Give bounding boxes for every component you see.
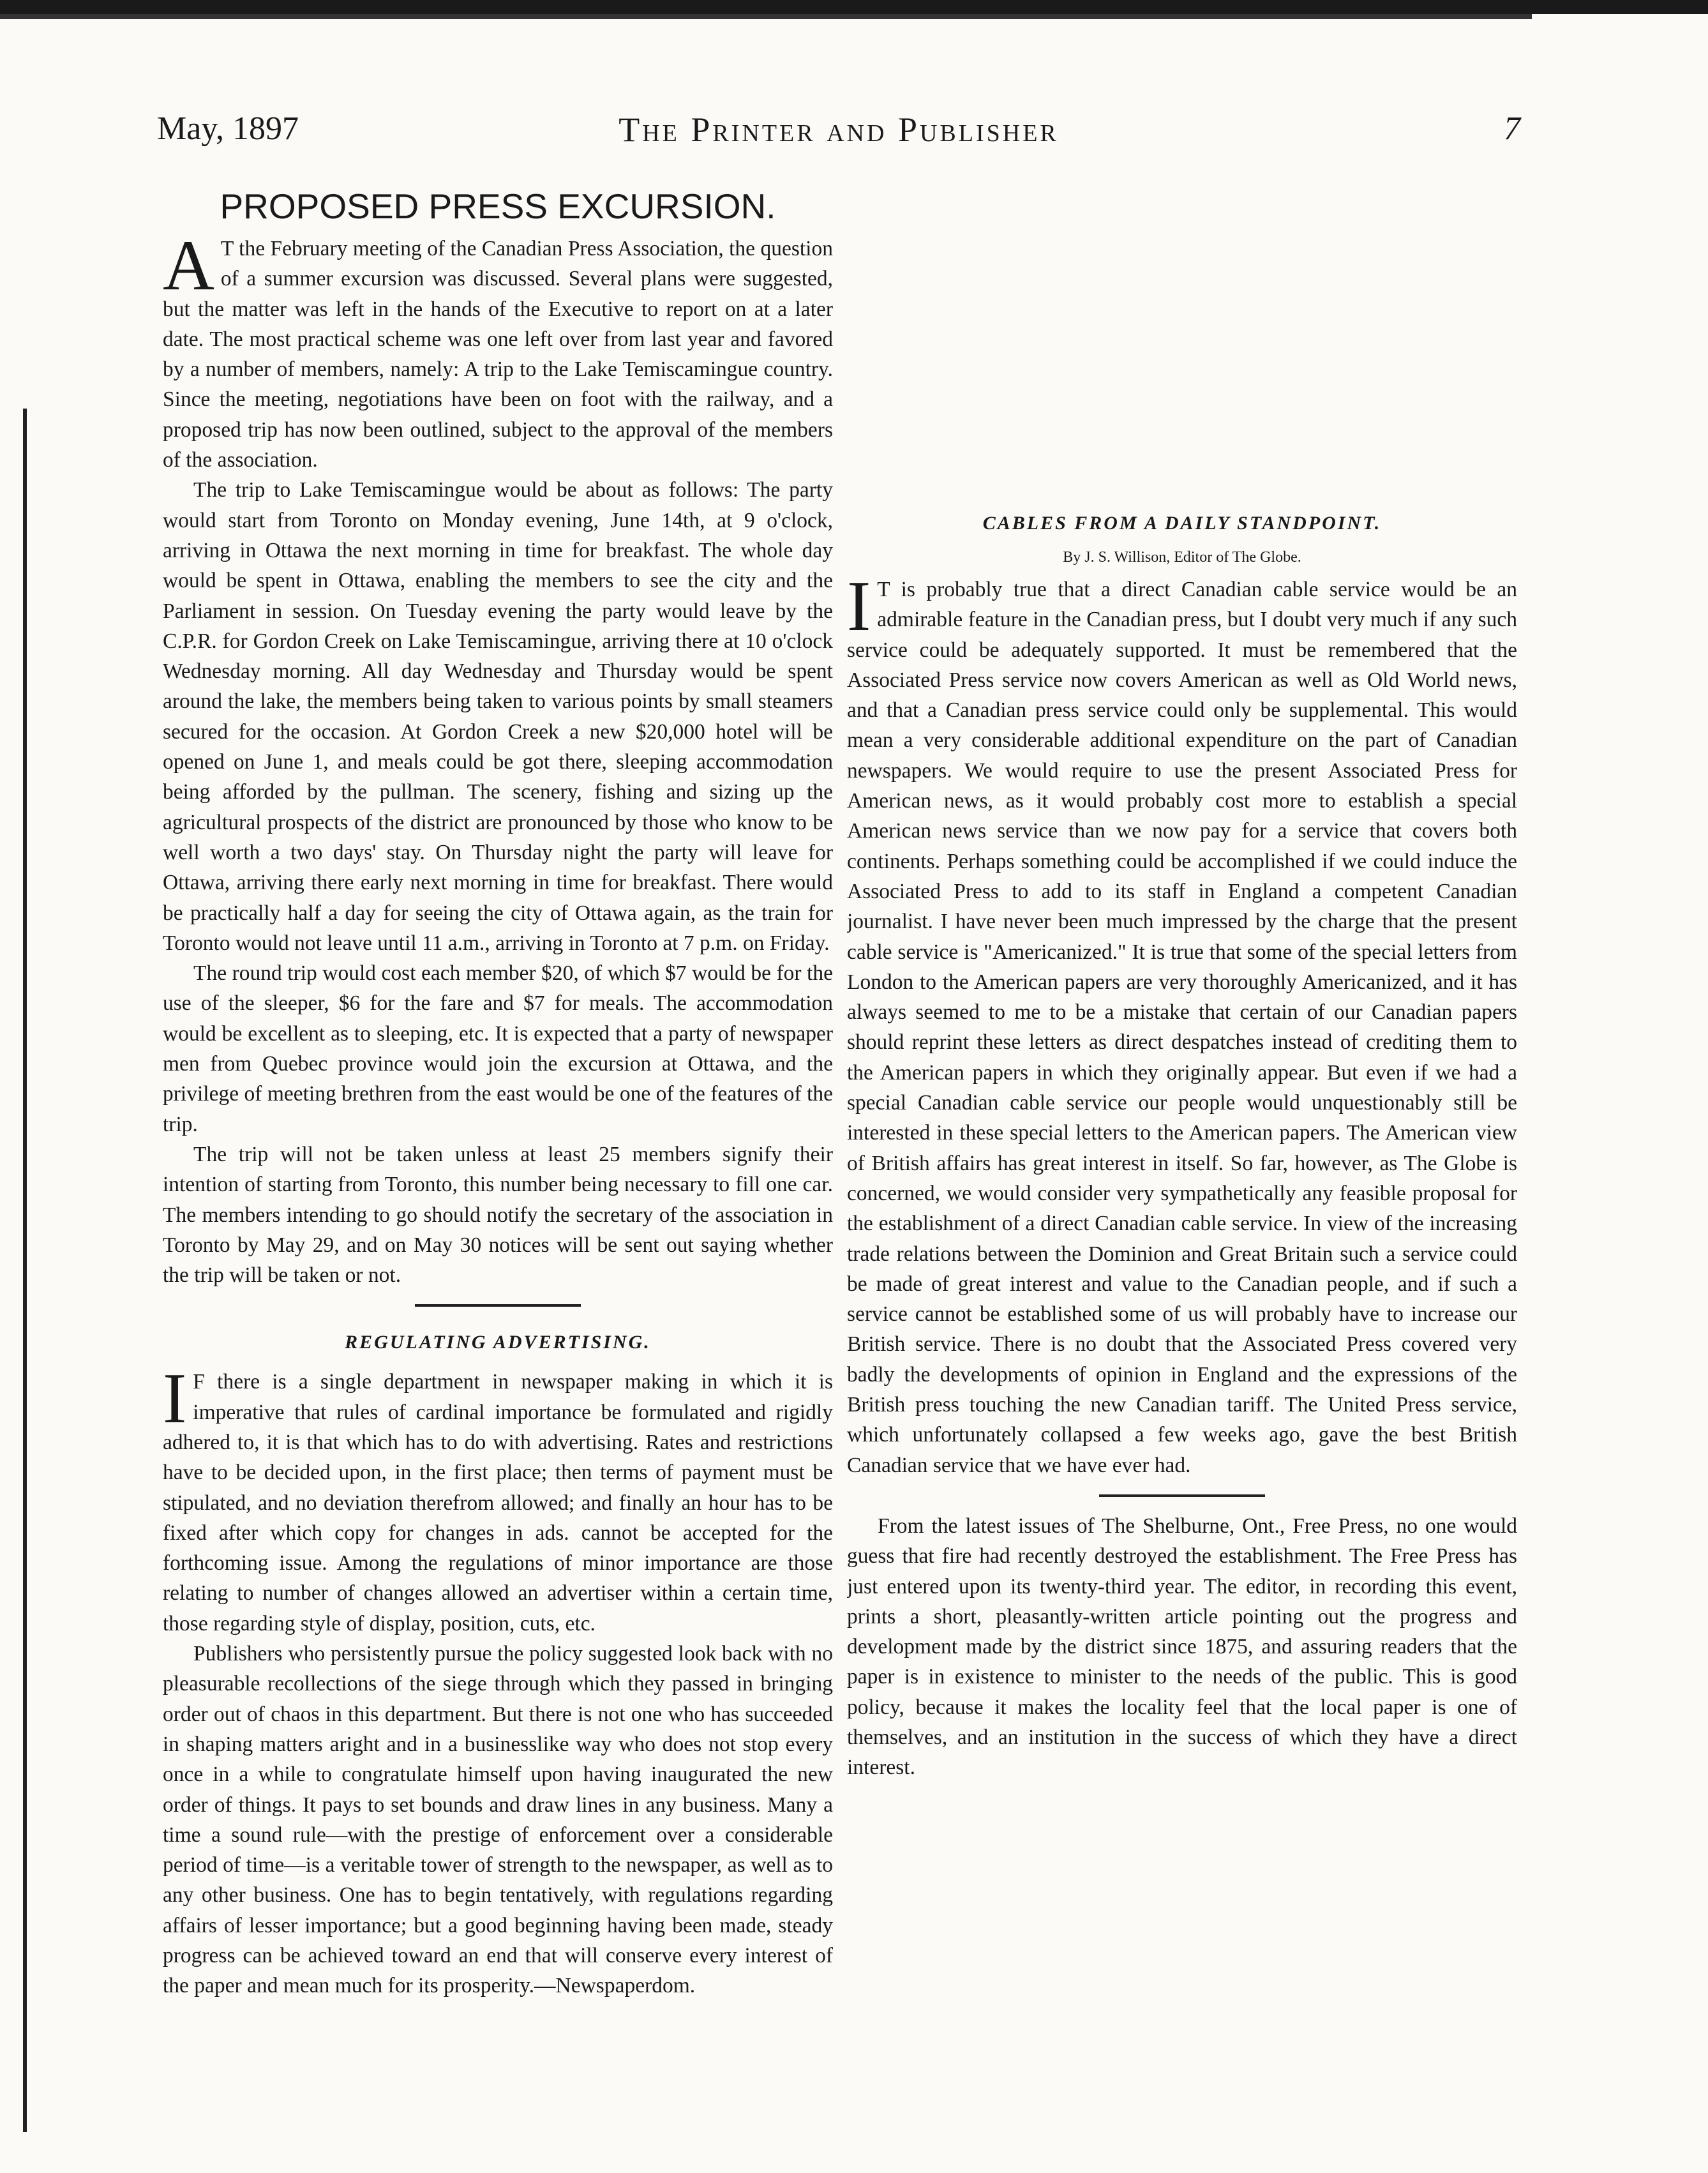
drop-cap: I xyxy=(847,567,871,646)
left-margin-rule xyxy=(23,409,27,2132)
article-paragraph: From the latest issues of The Shelburne, Ont., Free Press, no one would guess that fire had recently destroyed the establishment. The Free Press has just entered upon its twenty-third year. The editor, in recording this event, prints a short, pleasantly-written article pointing out the progress and development made by the district since 1875, and assuring readers that the paper is in existence to minister to the needs of the public. This is good policy, because it makes the locality feel that the local paper is one of themselves, and an institution in the success of which they have a direct interest. xyxy=(847,1514,1517,1780)
article-paragraph: A T the February meeting of the Canadian Press Association, the question of a summer excursion was discussed. Several plans were suggested, but the matter was left in the hands of the Executive to report on at a later date. The most practical scheme was one left over from last year and favored by a number of members, namely: A trip to the Lake Temiscamingue country. Since the meeting, negotiations have been on foot with the railway, and a proposed trip has now been outlined, subject to the approval of the members of the association. xyxy=(163,226,833,472)
article-paragraph: The round trip would cost each member $20, of which $7 would be for the use of the sleeper, $6 for the fare and $7 for meals. The accommodation would be excellent as to sleeping, etc. It is expected that a party of newspaper men from Quebec province would join the excursion at Ottawa, and the privilege of meeting brethren from the east would be one of the features of the trip. xyxy=(163,961,833,1136)
article-paragraph: Publishers who persistently pursue the policy suggested look back with no pleasurable recollections of the siege through which they passed in bringing order out of chaos in this department. But there is not one who has succeeded in shaping matters aright and in a businesslike way who does not stop every once in a while to congratulate himself upon having inaugurated the new order of things. It pays to set bounds and draw lines in any business. Many a time a sound rule—with the prestige of enforcement over a considerable period of time—is a veritable tower of strength to the newspaper, as well as to any other business. One has to begin tentatively, with regulations regarding affairs of lesser importance; but a good beginning having been made, steady progress can be achieved toward an end that will conserve every interest of the paper and mean much for its prosperity.—Newspaperdom. xyxy=(163,1642,833,1998)
section-divider xyxy=(415,1304,581,1307)
left-column xyxy=(163,179,833,2145)
drop-cap: I xyxy=(163,1359,187,1439)
article-paragraph: I F there is a single department in newspaper making in which it is imperative that rules of cardinal importance be formulated and rigidly adhered to, it is that which has to do with advertising. Rates and restrictions have to be decided upon, in the first place; then terms of payment must be stipulated, and no deviation therefrom allowed; and finally an hour has to be fixed after which copy for changes in ads. cannot be accepted for the forthcoming issue. Among the regulations of minor importance are those relating to number of changes allowed an advertiser within a certain time, those regarding style of display, position, cuts, etc. xyxy=(163,1359,833,1635)
section-divider xyxy=(1099,1494,1265,1497)
article-paragraph: The trip will not be taken unless at least 25 members signify their intention of starting from Toronto, this number being necessary to fill one car. The members intending to go should notify the secretary of the association in Toronto by May 29, and on May 30 notices will be sent out saying whether the trip will be taken or not. xyxy=(163,1142,833,1288)
issue-date: May, 1897 xyxy=(157,110,299,147)
drop-cap: A xyxy=(163,226,214,305)
article-title-regulating-advertising: REGULATING ADVERTISING. xyxy=(345,1332,651,1353)
article-paragraph: I T is probably true that a direct Canadian cable service would be an admirable feature in the Canadian press, but I doubt very much if any such service could be adequately supported. It must be remembered that the Associated Press service now covers American as well as Old World news, and that a Canadian press service could only be supplemental. This would mean a very considerable additional expenditure on the part of Canadian newspapers. We would require to use the present Associated Press for American news, as it would probably cost more to establish a special American news service than we now pay for a service that covers both continents. Perhaps something could be accomplished if we could induce the Associated Press to add to its staff in England a competent Canadian journalist. I have never been much impressed by the charge that the present cable service is "Americanized." It is true that some of the special letters from London to the American papers are very thoroughly Americanized, and it has always seemed to me to be a mistake that certain of our Canadian papers should reprint these letters as direct despatches instead of crediting them to the American papers in which they originally appear. But even if we had a special Canadian cable service our people would unquestionably still be interested in these special letters to the American papers. The American view of British affairs has great interest in itself. So far, however, as The Globe is concerned, we would consider very sympathetically any feasible proposal for the establishment of a direct Canadian cable service. In view of the increasing trade relations between the Dominion and Great Britain such a service could be made of great interest and value to the Canadian people, and if such a service cannot be established some of us will probably have to increase our British service. There is no doubt that the Associated Press covered very badly the developments of opinion in England and the expressions of the British press touching the new Canadian tariff. The United Press service, which unfortunately collapsed a few weeks ago, gave the best British Canadian service that we have ever had. xyxy=(847,567,1517,1477)
publication-title: The Printer and Publisher xyxy=(618,110,1059,149)
article-byline: By J. S. Willison, Editor of The Globe. xyxy=(1063,549,1301,566)
article-title-cables: CABLES FROM A DAILY STANDPOINT. xyxy=(982,513,1382,534)
right-column-text xyxy=(847,179,1517,2145)
article-title-press-excursion: PROPOSED PRESS EXCURSION. xyxy=(220,186,776,226)
page-number: 7 xyxy=(1504,110,1520,147)
article-paragraph: The trip to Lake Temiscamingue would be about as follows: The party would start from Toronto on Monday evening, June 14th, at 9 o'clock, arriving in Ottawa the next morning in time for breakfast. The whole day would be spent in Ottawa, enabling the members to see the city and the Parliament in session. On Tuesday evening the party would leave by the C.P.R. for Gordon Creek on Lake Temiscamingue, arriving there at 10 o'clock Wednesday morning. All day Wednesday and Thursday would be spent around the lake, the members being taken to various points by small steamers secured for the occasion. At Gordon Creek a new $20,000 hotel will be opened on June 1, and meals could be got there, sleeping accommodation being afforded by the pullman. The scenery, fishing and sizing up the agricultural prospects of the district are pronounced by those who know to be well worth a two days' stay. On Thursday night the party will leave for Ottawa, arriving there early next morning in time for breakfast. There would be practically half a day for seeing the city of Ottawa again, as the train for Toronto would not leave until 11 a.m., arriving in Toronto at 7 p.m. on Friday. xyxy=(163,478,833,955)
